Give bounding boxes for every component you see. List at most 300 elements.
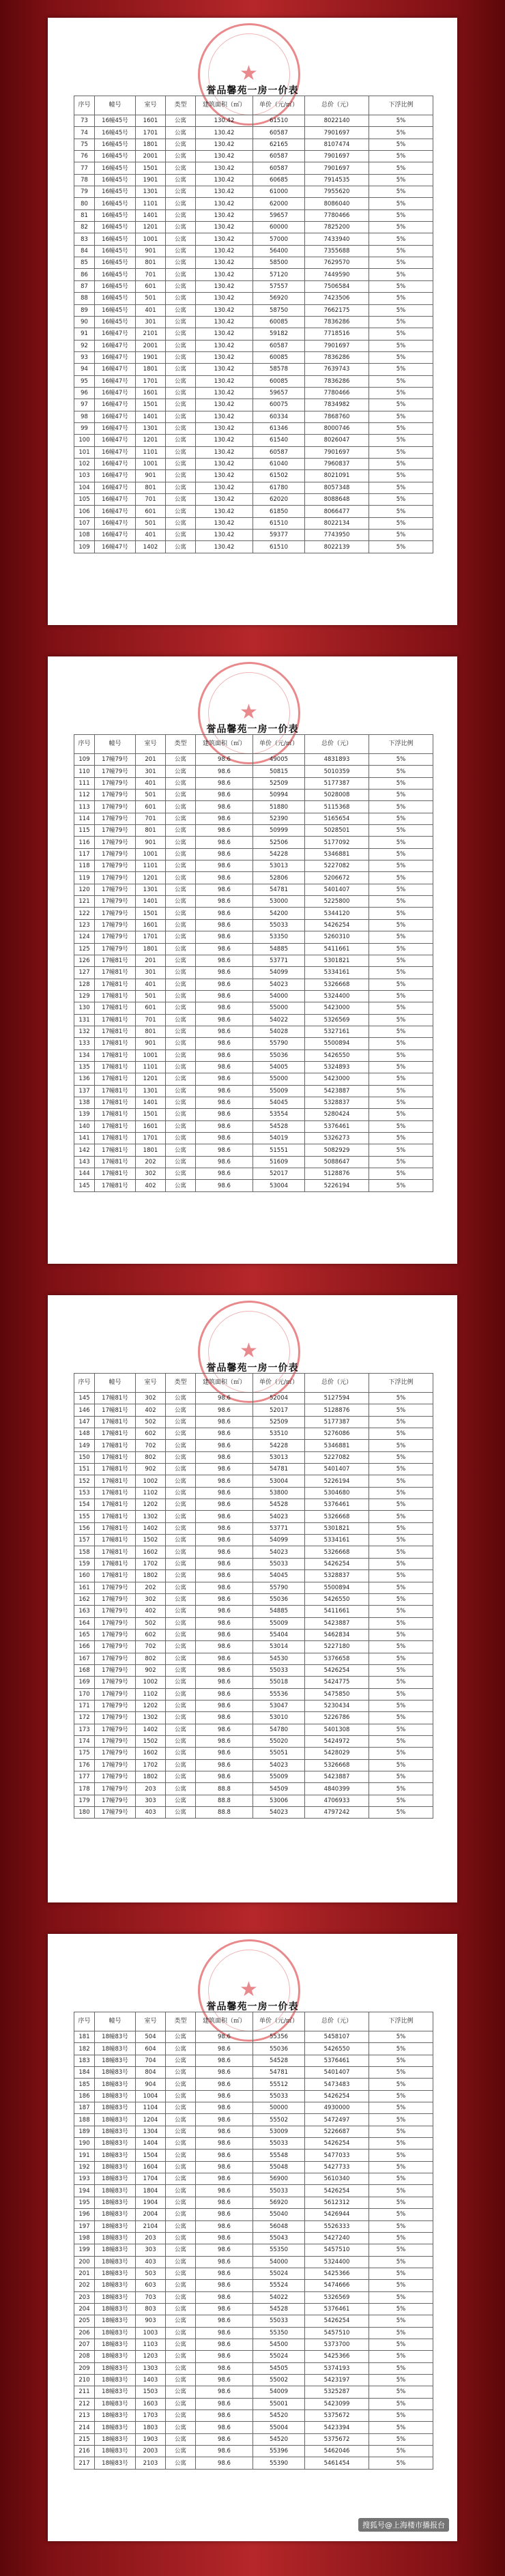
table-cell: 190 <box>74 2138 95 2150</box>
table-cell: 1001 <box>136 458 166 469</box>
table-cell: 17幢81号 <box>95 1133 136 1144</box>
table-cell: 1502 <box>136 1535 166 1546</box>
column-header: 建筑面积（㎡） <box>196 2012 253 2031</box>
table-cell: 5% <box>369 1712 433 1724</box>
table-cell: 98.6 <box>196 2374 253 2386</box>
table-cell: 16幢45号 <box>95 233 136 245</box>
table-cell: 18幢83号 <box>95 2232 136 2244</box>
table-cell: 公寓 <box>166 1416 196 1428</box>
table-cell: 17幢81号 <box>95 1002 136 1014</box>
table-cell: 5028501 <box>305 825 369 837</box>
table-cell: 601 <box>136 1002 166 1014</box>
table-row <box>74 351 433 363</box>
table-cell: 5% <box>369 2386 433 2398</box>
table-cell: 1802 <box>136 1771 166 1783</box>
table-cell: 公寓 <box>166 387 196 399</box>
table-cell: 16幢47号 <box>95 375 136 387</box>
table-cell: 179 <box>74 1795 95 1806</box>
table-cell: 98.6 <box>196 2433 253 2445</box>
table-cell: 201 <box>74 2268 95 2279</box>
table-cell: 702 <box>136 1440 166 1451</box>
table-cell: 17幢81号 <box>95 1546 136 1558</box>
table-cell: 130.42 <box>196 245 253 257</box>
table-row <box>74 115 433 127</box>
table-cell: 178 <box>74 1783 95 1795</box>
table-cell: 公寓 <box>166 884 196 895</box>
table-row <box>74 813 433 824</box>
table-cell: 151 <box>74 1464 95 1475</box>
table-cell: 7901697 <box>305 446 369 458</box>
table-cell: 5% <box>369 766 433 777</box>
table-cell: 301 <box>136 766 166 777</box>
table-cell: 公寓 <box>166 1653 196 1664</box>
table-row <box>74 257 433 269</box>
table-cell: 98.6 <box>196 1606 253 1617</box>
table-cell: 1201 <box>136 222 166 233</box>
table-cell: 5% <box>369 1109 433 1120</box>
table-cell: 5% <box>369 1499 433 1511</box>
table-cell: 1101 <box>136 1061 166 1073</box>
table-cell: 98.6 <box>196 2161 253 2173</box>
table-cell: 公寓 <box>166 2220 196 2232</box>
table-cell: 17幢81号 <box>95 1085 136 1097</box>
table-cell: 5% <box>369 777 433 789</box>
table-cell: 公寓 <box>166 896 196 908</box>
table-cell: 公寓 <box>166 304 196 316</box>
table-cell: 5% <box>369 1688 433 1700</box>
table-cell: 98.6 <box>196 813 253 824</box>
table-cell: 5346881 <box>305 1440 369 1451</box>
table-cell: 106 <box>74 506 95 517</box>
table-row <box>74 375 433 387</box>
table-cell: 127 <box>74 967 95 979</box>
table-cell: 5424972 <box>305 1735 369 1747</box>
table-cell: 1803 <box>136 2422 166 2433</box>
table-cell: 公寓 <box>166 1026 196 1037</box>
table-cell: 8057348 <box>305 482 369 493</box>
table-cell: 公寓 <box>166 2386 196 2398</box>
table-cell: 公寓 <box>166 801 196 813</box>
sheet-title: 誉品馨苑一房一价表 <box>206 1363 299 1374</box>
table-cell: 1904 <box>136 2197 166 2208</box>
table-cell: 5500894 <box>305 1582 369 1593</box>
table-cell: 5% <box>369 399 433 411</box>
table-row <box>74 1546 433 1558</box>
column-header: 室号 <box>136 735 166 754</box>
table-cell: 4831893 <box>305 754 369 766</box>
table-cell: 130.42 <box>196 293 253 304</box>
table-cell: 5% <box>369 1120 433 1132</box>
table-cell: 5462046 <box>305 2446 369 2457</box>
table-cell: 5% <box>369 790 433 801</box>
table-cell: 5326668 <box>305 1511 369 1522</box>
table-row <box>74 919 433 931</box>
table-cell: 56048 <box>253 2220 305 2232</box>
table-cell: 1202 <box>136 1499 166 1511</box>
table-cell: 5% <box>369 1133 433 1144</box>
column-header: 下浮比例 <box>369 96 433 115</box>
table-cell: 194 <box>74 2185 95 2197</box>
table-cell: 公寓 <box>166 2090 196 2102</box>
table-cell: 159 <box>74 1558 95 1569</box>
table-cell: 1704 <box>136 2173 166 2185</box>
table-cell: 98.6 <box>196 1180 253 1191</box>
column-header: 总价（元） <box>305 1374 369 1393</box>
table-cell: 5% <box>369 375 433 387</box>
table-cell: 1601 <box>136 919 166 931</box>
table-cell: 1602 <box>136 1546 166 1558</box>
table-cell: 17幢81号 <box>95 1038 136 1050</box>
table-cell: 113 <box>74 801 95 813</box>
table-cell: 17幢79号 <box>95 837 136 848</box>
table-cell: 5226194 <box>305 1475 369 1487</box>
table-cell: 98.6 <box>196 1653 253 1664</box>
table-cell: 130.42 <box>196 446 253 458</box>
table-cell: 公寓 <box>166 943 196 955</box>
table-cell: 7718516 <box>305 328 369 340</box>
table-row <box>74 422 433 434</box>
table-cell: 215 <box>74 2433 95 2445</box>
table-cell: 5346881 <box>305 848 369 860</box>
table-cell: 55018 <box>253 1677 305 1688</box>
table-cell: 公寓 <box>166 1144 196 1156</box>
table-cell: 157 <box>74 1535 95 1546</box>
table-cell: 7355688 <box>305 245 369 257</box>
table-row <box>74 979 433 990</box>
table-cell: 公寓 <box>166 1002 196 1014</box>
table-cell: 402 <box>136 1404 166 1416</box>
table-cell: 公寓 <box>166 328 196 340</box>
table-cell: 17幢81号 <box>95 1061 136 1073</box>
table-cell: 53013 <box>253 1451 305 1463</box>
table-cell: 98.6 <box>196 1451 253 1463</box>
table-cell: 公寓 <box>166 2114 196 2126</box>
table-cell: 公寓 <box>166 1404 196 1416</box>
table-cell: 17幢81号 <box>95 1558 136 1569</box>
table-cell: 54023 <box>253 979 305 990</box>
table-row <box>74 1428 433 1440</box>
table-cell: 701 <box>136 269 166 280</box>
table-cell: 5427240 <box>305 2232 369 2244</box>
table-cell: 公寓 <box>166 1593 196 1605</box>
table-row <box>74 2433 433 2445</box>
table-row <box>74 1677 433 1688</box>
table-cell: 204 <box>74 2303 95 2315</box>
table-cell: 公寓 <box>166 1570 196 1582</box>
table-cell: 公寓 <box>166 2043 196 2055</box>
table-cell: 公寓 <box>166 174 196 186</box>
table-cell: 5% <box>369 328 433 340</box>
table-cell: 1701 <box>136 375 166 387</box>
table-cell: 17幢79号 <box>95 1759 136 1771</box>
table-cell: 801 <box>136 482 166 493</box>
table-cell: 401 <box>136 979 166 990</box>
table-cell: 132 <box>74 1026 95 1037</box>
table-cell: 902 <box>136 1464 166 1475</box>
table-cell: 201 <box>136 754 166 766</box>
table-row <box>74 2138 433 2150</box>
table-row <box>74 1109 433 1120</box>
table-cell: 403 <box>136 1807 166 1819</box>
table-cell: 18幢83号 <box>95 2268 136 2279</box>
table-cell: 17幢79号 <box>95 1664 136 1676</box>
table-cell: 18幢83号 <box>95 2197 136 2208</box>
table-cell: 181 <box>74 2031 95 2043</box>
table-cell: 1402 <box>136 1522 166 1534</box>
table-cell: 55536 <box>253 1688 305 1700</box>
table-cell: 5% <box>369 245 433 257</box>
table-cell: 197 <box>74 2220 95 2232</box>
table-cell: 55033 <box>253 1664 305 1676</box>
table-cell: 126 <box>74 955 95 966</box>
table-cell: 1301 <box>136 186 166 198</box>
table-cell: 17幢79号 <box>95 1688 136 1700</box>
table-cell: 55036 <box>253 1050 305 1061</box>
table-cell: 公寓 <box>166 2126 196 2137</box>
table-cell: 公寓 <box>166 2303 196 2315</box>
table-cell: 109 <box>74 754 95 766</box>
sheet-title: 誉品馨苑一房一价表 <box>206 724 299 735</box>
column-header: 建筑面积（㎡） <box>196 96 253 115</box>
table-row <box>74 435 433 446</box>
table-cell: 130.42 <box>196 482 253 493</box>
table-cell: 124 <box>74 931 95 943</box>
table-cell: 130.42 <box>196 470 253 482</box>
table-cell: 1401 <box>136 896 166 908</box>
table-cell: 128 <box>74 979 95 990</box>
table-cell: 52017 <box>253 1404 305 1416</box>
table-row <box>74 1807 433 1819</box>
table-cell: 18幢83号 <box>95 2055 136 2066</box>
table-row <box>74 2315 433 2327</box>
table-cell: 5% <box>369 1073 433 1085</box>
table-cell: 公寓 <box>166 1617 196 1629</box>
table-cell: 98.6 <box>196 1593 253 1605</box>
table-cell: 17幢79号 <box>95 908 136 919</box>
table-cell: 98.6 <box>196 1440 253 1451</box>
table-cell: 5% <box>369 293 433 304</box>
table-cell: 17幢81号 <box>95 1570 136 1582</box>
table-cell: 54520 <box>253 2433 305 2445</box>
table-cell: 98.6 <box>196 1712 253 1724</box>
table-cell: 214 <box>74 2422 95 2433</box>
table-header-row <box>74 735 433 754</box>
table-cell: 146 <box>74 1404 95 1416</box>
table-cell: 53000 <box>253 896 305 908</box>
table-cell: 公寓 <box>166 2102 196 2114</box>
table-cell: 174 <box>74 1735 95 1747</box>
table-cell: 88.8 <box>196 1795 253 1806</box>
watermark-label: 搜狐号@上海楼市播报台 <box>358 2518 449 2532</box>
red-seal-stamp: ★ <box>198 23 300 126</box>
table-cell: 17幢79号 <box>95 884 136 895</box>
table-cell: 7825200 <box>305 222 369 233</box>
table-cell: 5% <box>369 2185 433 2197</box>
table-cell: 17幢79号 <box>95 931 136 943</box>
table-cell: 203 <box>136 2232 166 2244</box>
table-cell: 18幢83号 <box>95 2067 136 2079</box>
table-cell: 5427733 <box>305 2161 369 2173</box>
table-cell: 5% <box>369 1783 433 1795</box>
table-cell: 55009 <box>253 1771 305 1783</box>
table-cell: 202 <box>136 1156 166 1168</box>
table-cell: 18幢83号 <box>95 2102 136 2114</box>
table-cell: 5% <box>369 1795 433 1806</box>
table-cell: 公寓 <box>166 2244 196 2256</box>
column-header: 类型 <box>166 1374 196 1393</box>
table-cell: 5088647 <box>305 1156 369 1168</box>
table-cell: 54885 <box>253 943 305 955</box>
table-cell: 1801 <box>136 139 166 150</box>
table-cell: 5% <box>369 1440 433 1451</box>
table-cell: 98.6 <box>196 2232 253 2244</box>
table-cell: 55024 <box>253 2351 305 2362</box>
table-cell: 1103 <box>136 2339 166 2350</box>
table-cell: 53047 <box>253 1700 305 1711</box>
table-cell: 5375672 <box>305 2410 369 2422</box>
table-cell: 98.6 <box>196 1546 253 1558</box>
table-cell: 98.6 <box>196 2079 253 2090</box>
table-cell: 16幢45号 <box>95 127 136 139</box>
table-cell: 18幢83号 <box>95 2126 136 2137</box>
table-cell: 169 <box>74 1677 95 1688</box>
table-cell: 5411661 <box>305 1606 369 1617</box>
table-cell: 5% <box>369 1546 433 1558</box>
table-cell: 5% <box>369 1026 433 1037</box>
table-cell: 公寓 <box>166 2209 196 2220</box>
table-cell: 16幢47号 <box>95 422 136 434</box>
table-cell: 5028008 <box>305 790 369 801</box>
table-cell: 16幢45号 <box>95 198 136 209</box>
table-cell: 18幢83号 <box>95 2291 136 2303</box>
table-cell: 56920 <box>253 293 305 304</box>
table-cell: 1901 <box>136 174 166 186</box>
table-cell: 62000 <box>253 198 305 209</box>
table-cell: 55790 <box>253 1582 305 1593</box>
table-cell: 59377 <box>253 530 305 541</box>
table-cell: 5177092 <box>305 837 369 848</box>
table-cell: 130.42 <box>196 280 253 292</box>
table-row <box>74 2197 433 2208</box>
table-cell: 55396 <box>253 2446 305 2457</box>
table-cell: 公寓 <box>166 777 196 789</box>
table-cell: 54528 <box>253 1499 305 1511</box>
table-cell: 98.6 <box>196 1393 253 1404</box>
table-cell: 55001 <box>253 2398 305 2409</box>
table-cell: 5% <box>369 896 433 908</box>
table-row <box>74 506 433 517</box>
table-cell: 55048 <box>253 2161 305 2173</box>
table-cell: 52004 <box>253 1393 305 1404</box>
table-cell: 5% <box>369 2433 433 2445</box>
table-cell: 8022134 <box>305 517 369 529</box>
table-row <box>74 2291 433 2303</box>
table-cell: 5% <box>369 1416 433 1428</box>
table-cell: 1101 <box>136 860 166 872</box>
table-cell: 1102 <box>136 1487 166 1499</box>
table-row <box>74 304 433 316</box>
table-cell: 91 <box>74 328 95 340</box>
table-cell: 153 <box>74 1487 95 1499</box>
table-cell: 53554 <box>253 1109 305 1120</box>
table-row <box>74 872 433 884</box>
table-cell: 5301821 <box>305 955 369 966</box>
table-cell: 16幢45号 <box>95 293 136 304</box>
table-row <box>74 530 433 541</box>
table-cell: 1501 <box>136 162 166 174</box>
table-cell: 601 <box>136 801 166 813</box>
table-cell: 54023 <box>253 1759 305 1771</box>
table-cell: 60085 <box>253 316 305 328</box>
table-cell: 公寓 <box>166 422 196 434</box>
table-cell: 17幢79号 <box>95 813 136 824</box>
table-cell: 公寓 <box>166 494 196 506</box>
table-row <box>74 2339 433 2350</box>
table-cell: 123 <box>74 919 95 931</box>
table-row <box>74 1487 433 1499</box>
table-cell: 18幢83号 <box>95 2327 136 2339</box>
table-cell: 公寓 <box>166 837 196 848</box>
table-cell: 16幢45号 <box>95 304 136 316</box>
table-cell: 130.42 <box>196 269 253 280</box>
table-cell: 98.6 <box>196 2339 253 2350</box>
table-cell: 130.42 <box>196 375 253 387</box>
table-cell: 16幢45号 <box>95 115 136 127</box>
table-row <box>74 1570 433 1582</box>
table-cell: 18幢83号 <box>95 2256 136 2268</box>
table-row <box>74 896 433 908</box>
table-cell: 150 <box>74 1451 95 1463</box>
table-cell: 504 <box>136 2031 166 2043</box>
table-cell: 17幢79号 <box>95 801 136 813</box>
table-cell: 182 <box>74 2043 95 2055</box>
table-row <box>74 127 433 139</box>
table-cell: 60085 <box>253 375 305 387</box>
table-cell: 172 <box>74 1712 95 1724</box>
table-cell: 17幢81号 <box>95 967 136 979</box>
table-cell: 7955620 <box>305 186 369 198</box>
table-cell: 5326273 <box>305 1133 369 1144</box>
table-cell: 52390 <box>253 813 305 824</box>
table-cell: 98.6 <box>196 1026 253 1037</box>
table-cell: 5% <box>369 351 433 363</box>
table-row <box>74 1464 433 1475</box>
table-cell: 1703 <box>136 2410 166 2422</box>
table-cell: 60085 <box>253 351 305 363</box>
table-cell: 17幢81号 <box>95 1535 136 1546</box>
table-cell: 17幢79号 <box>95 1641 136 1653</box>
table-cell: 92 <box>74 340 95 351</box>
table-cell: 5% <box>369 162 433 174</box>
table-cell: 5% <box>369 411 433 422</box>
table-cell: 公寓 <box>166 1759 196 1771</box>
table-header-row <box>74 96 433 115</box>
table-cell: 1301 <box>136 422 166 434</box>
table-cell: 17幢79号 <box>95 1629 136 1640</box>
table-cell: 55036 <box>253 2043 305 2055</box>
table-cell: 17幢81号 <box>95 1440 136 1451</box>
table-cell: 98.6 <box>196 2102 253 2114</box>
table-cell: 55024 <box>253 2268 305 2279</box>
price-table <box>74 734 433 1192</box>
table-cell: 1201 <box>136 435 166 446</box>
table-cell: 2101 <box>136 328 166 340</box>
table-cell: 5% <box>369 1451 433 1463</box>
table-cell: 公寓 <box>166 1522 196 1534</box>
table-cell: 5% <box>369 2079 433 2090</box>
table-cell: 18幢83号 <box>95 2161 136 2173</box>
table-cell: 73 <box>74 115 95 127</box>
